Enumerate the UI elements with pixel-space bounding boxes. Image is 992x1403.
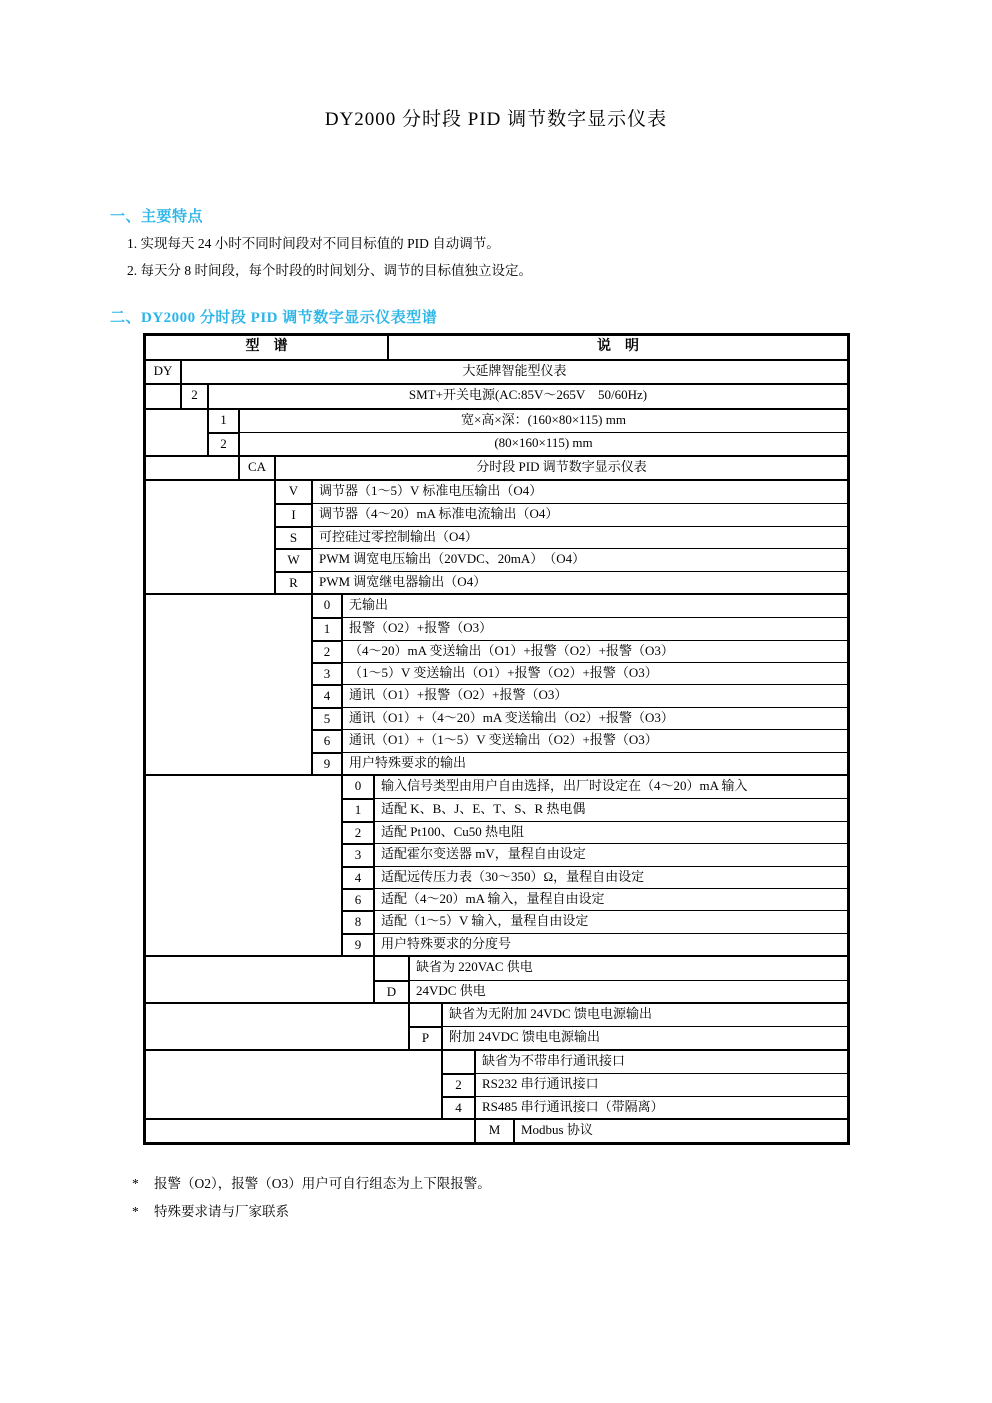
table-header-description: 说 明 bbox=[597, 339, 639, 354]
model-desc-cell: 附加 24VDC 馈电电源输出 bbox=[449, 1029, 600, 1045]
model-indent-cell bbox=[146, 481, 276, 593]
table-row bbox=[276, 571, 847, 593]
model-code-cell bbox=[443, 1051, 476, 1073]
model-code-cell: 2 bbox=[443, 1074, 476, 1095]
model-code-cell: 4 bbox=[313, 685, 343, 706]
model-desc-cell: 大延牌智能型仪表 bbox=[462, 363, 567, 378]
model-desc-cell: 输入信号类型由用户自由选择，出厂时设定在（4～20）mA 输入 bbox=[381, 778, 748, 794]
footnote bbox=[132, 1198, 491, 1226]
model-indent-cell bbox=[146, 410, 209, 455]
table-row bbox=[276, 503, 847, 525]
model-desc-cell: 通讯（O1）+报警（O2）+报警（O3） bbox=[349, 687, 568, 703]
table-row bbox=[276, 548, 847, 570]
table-row bbox=[343, 798, 847, 820]
model-desc-cell: 缺省为 220VAC 供电 bbox=[416, 959, 533, 975]
model-desc-cell: (80×160×115) mm bbox=[494, 435, 593, 451]
model-indent-cell bbox=[146, 457, 240, 479]
model-indent-cell bbox=[146, 776, 343, 955]
model-desc-cell: 分时段 PID 调节数字显示仪表 bbox=[476, 458, 647, 474]
table-row bbox=[375, 980, 847, 1002]
model-desc-cell: 适配（4～20）mA 输入，量程自由设定 bbox=[381, 890, 605, 906]
footnote-marker: * bbox=[132, 1176, 139, 1191]
model-code-cell: 9 bbox=[313, 753, 343, 774]
model-desc-cell: 用户特殊要求的输出 bbox=[349, 754, 467, 770]
model-desc-cell: 适配 K、B、J、E、T、S、R 热电偶 bbox=[381, 801, 586, 817]
model-group-protocol bbox=[146, 1118, 847, 1142]
model-code-cell: 2 bbox=[343, 822, 375, 843]
table-row bbox=[343, 843, 847, 865]
model-desc-cell: 24VDC 供电 bbox=[416, 982, 486, 998]
model-code-cell: M bbox=[476, 1120, 515, 1142]
model-code-cell: V bbox=[276, 481, 313, 503]
model-group-input-signal bbox=[146, 774, 847, 955]
model-desc-cell: （1～5）V 变送输出（O1）+报警（O2）+报警（O3） bbox=[349, 665, 658, 681]
table-row bbox=[209, 410, 847, 432]
model-code-cell bbox=[410, 1004, 443, 1026]
model-indent-cell bbox=[146, 957, 375, 1002]
model-desc-cell: 适配霍尔变送器 mV，量程自由设定 bbox=[381, 846, 586, 862]
model-code-cell: 2 bbox=[209, 433, 240, 454]
page-title: DY2000 分时段 PID 调节数字显示仪表 bbox=[324, 109, 668, 130]
model-code-cell: P bbox=[410, 1027, 443, 1048]
model-group-brand bbox=[146, 359, 847, 383]
model-code-cell: 4 bbox=[443, 1097, 476, 1118]
model-desc-cell: RS485 串行通讯接口（带隔离） bbox=[482, 1098, 664, 1114]
model-code-cell: 0 bbox=[313, 595, 343, 617]
feature-list bbox=[127, 230, 532, 284]
footnote-text: 特殊要求请与厂家联系 bbox=[154, 1203, 289, 1219]
table-row bbox=[343, 776, 847, 798]
table-row bbox=[443, 1096, 847, 1118]
model-code-cell: 3 bbox=[313, 663, 343, 684]
table-row bbox=[240, 457, 847, 479]
table-row bbox=[313, 640, 847, 662]
model-indent-cell bbox=[146, 1051, 443, 1118]
model-code-cell: 6 bbox=[313, 730, 343, 751]
model-group-control-output bbox=[146, 479, 847, 593]
table-row bbox=[276, 481, 847, 503]
table-row bbox=[410, 1026, 847, 1048]
model-desc-cell: 通讯（O1）+（1～5）V 变送输出（O2）+报警（O3） bbox=[349, 732, 658, 748]
table-row bbox=[313, 707, 847, 729]
model-code-cell: 3 bbox=[343, 844, 375, 865]
table-row bbox=[313, 684, 847, 706]
model-code-cell: 2 bbox=[182, 385, 209, 407]
model-code-cell: W bbox=[276, 549, 313, 570]
model-desc-cell: 适配 Pt100、Cu50 热电阻 bbox=[381, 823, 525, 839]
model-code-cell: CA bbox=[240, 457, 276, 479]
table-row bbox=[313, 662, 847, 684]
model-code-cell: 1 bbox=[343, 799, 375, 820]
section-heading-spectrum: 二、DY2000 分时段 PID 调节数字显示仪表型谱 bbox=[110, 310, 438, 326]
model-code-cell: 1 bbox=[313, 618, 343, 639]
model-desc-cell: 调节器（1～5）V 标准电压输出（O4） bbox=[319, 482, 543, 498]
footnotes bbox=[132, 1170, 491, 1225]
model-spectrum-table bbox=[143, 333, 850, 1145]
section-heading-features: 一、主要特点 bbox=[110, 209, 204, 225]
model-indent-cell bbox=[146, 1004, 410, 1049]
model-desc-cell: 通讯（O1）+（4～20）mA 变送输出（O2）+报警（O3） bbox=[349, 709, 674, 725]
table-row bbox=[276, 526, 847, 548]
model-group-supply bbox=[146, 955, 847, 1002]
model-code-cell: 6 bbox=[343, 889, 375, 910]
model-group-function bbox=[146, 455, 847, 479]
table-header-model: 型 谱 bbox=[146, 336, 389, 359]
model-code-cell: DY bbox=[146, 361, 182, 383]
model-group-aux-output bbox=[146, 593, 847, 774]
model-desc-cell: 缺省为不带串行通讯接口 bbox=[482, 1052, 626, 1068]
model-desc-cell: 缺省为无附加 24VDC 馈电电源输出 bbox=[449, 1005, 652, 1021]
table-row bbox=[313, 729, 847, 751]
table-row bbox=[313, 595, 847, 617]
model-code-cell: 1 bbox=[209, 410, 240, 432]
model-code-cell: 5 bbox=[313, 708, 343, 729]
model-desc-cell: 适配远传压力表（30～350）Ω，量程自由设定 bbox=[381, 868, 645, 884]
table-row bbox=[343, 866, 847, 888]
table-row bbox=[146, 361, 847, 383]
model-desc-cell: 无输出 bbox=[349, 596, 389, 612]
model-desc-cell: SMT+开关电源(AC:85V～265V 50/60Hz) bbox=[408, 387, 648, 403]
model-desc-cell: 用户特殊要求的分度号 bbox=[381, 935, 512, 951]
footnote bbox=[132, 1170, 491, 1198]
model-group-power-type bbox=[146, 383, 847, 407]
model-indent-cell bbox=[146, 385, 182, 407]
table-row bbox=[209, 432, 847, 454]
model-desc-cell: 宽×高×深：(160×80×115) mm bbox=[461, 411, 626, 427]
model-code-cell: 8 bbox=[343, 911, 375, 932]
table-row bbox=[375, 957, 847, 979]
model-desc-cell: 报警（O2）+报警（O3） bbox=[349, 620, 493, 636]
table-row bbox=[343, 933, 847, 955]
table-row bbox=[343, 888, 847, 910]
table-row bbox=[410, 1004, 847, 1026]
model-code-cell: R bbox=[276, 572, 313, 593]
table-header-row bbox=[146, 336, 847, 359]
table-row bbox=[443, 1051, 847, 1073]
table-row bbox=[476, 1120, 847, 1142]
model-code-cell: D bbox=[375, 981, 410, 1002]
table-row bbox=[343, 821, 847, 843]
footnote-text: 报警（O2），报警（O3）用户可自行组态为上下限报警。 bbox=[154, 1176, 491, 1191]
model-code-cell: 2 bbox=[313, 641, 343, 662]
model-code-cell: 4 bbox=[343, 867, 375, 888]
table-row bbox=[443, 1073, 847, 1095]
model-desc-cell: 调节器（4～20）mA 标准电流输出（O4） bbox=[319, 506, 559, 522]
model-code-cell: I bbox=[276, 504, 313, 525]
footnote-marker: * bbox=[132, 1203, 139, 1219]
model-indent-cell bbox=[146, 595, 313, 774]
model-indent-cell bbox=[146, 1120, 476, 1142]
table-row bbox=[313, 752, 847, 774]
model-code-cell: S bbox=[276, 527, 313, 548]
feature-item: 2. 每天分 8 时间段，每个时段的时间划分、调节的目标值独立设定。 bbox=[127, 263, 532, 278]
model-group-dimensions bbox=[146, 408, 847, 455]
model-group-feed-power bbox=[146, 1002, 847, 1049]
model-desc-cell: 可控硅过零控制输出（O4） bbox=[319, 528, 478, 544]
table-row bbox=[343, 910, 847, 932]
model-table-body bbox=[146, 359, 847, 1142]
model-desc-cell: 适配（1～5）V 输入，量程自由设定 bbox=[381, 913, 589, 929]
feature-item: 1. 实现每天 24 小时不同时间段对不同目标值的 PID 自动调节。 bbox=[127, 236, 500, 251]
table-row bbox=[182, 385, 847, 407]
model-code-cell: 0 bbox=[343, 776, 375, 798]
model-desc-cell: （4～20）mA 变送输出（O1）+报警（O2）+报警（O3） bbox=[349, 642, 674, 658]
model-desc-cell: Modbus 协议 bbox=[521, 1121, 593, 1137]
model-code-cell: 9 bbox=[343, 934, 375, 955]
table-row bbox=[313, 617, 847, 639]
model-code-cell bbox=[375, 957, 410, 979]
model-group-comm-interface bbox=[146, 1049, 847, 1118]
model-desc-cell: PWM 调宽继电器输出（O4） bbox=[319, 573, 487, 589]
model-desc-cell: PWM 调宽电压输出（20VDC、20mA） （O4） bbox=[319, 551, 586, 567]
model-desc-cell: RS232 串行通讯接口 bbox=[482, 1076, 599, 1092]
